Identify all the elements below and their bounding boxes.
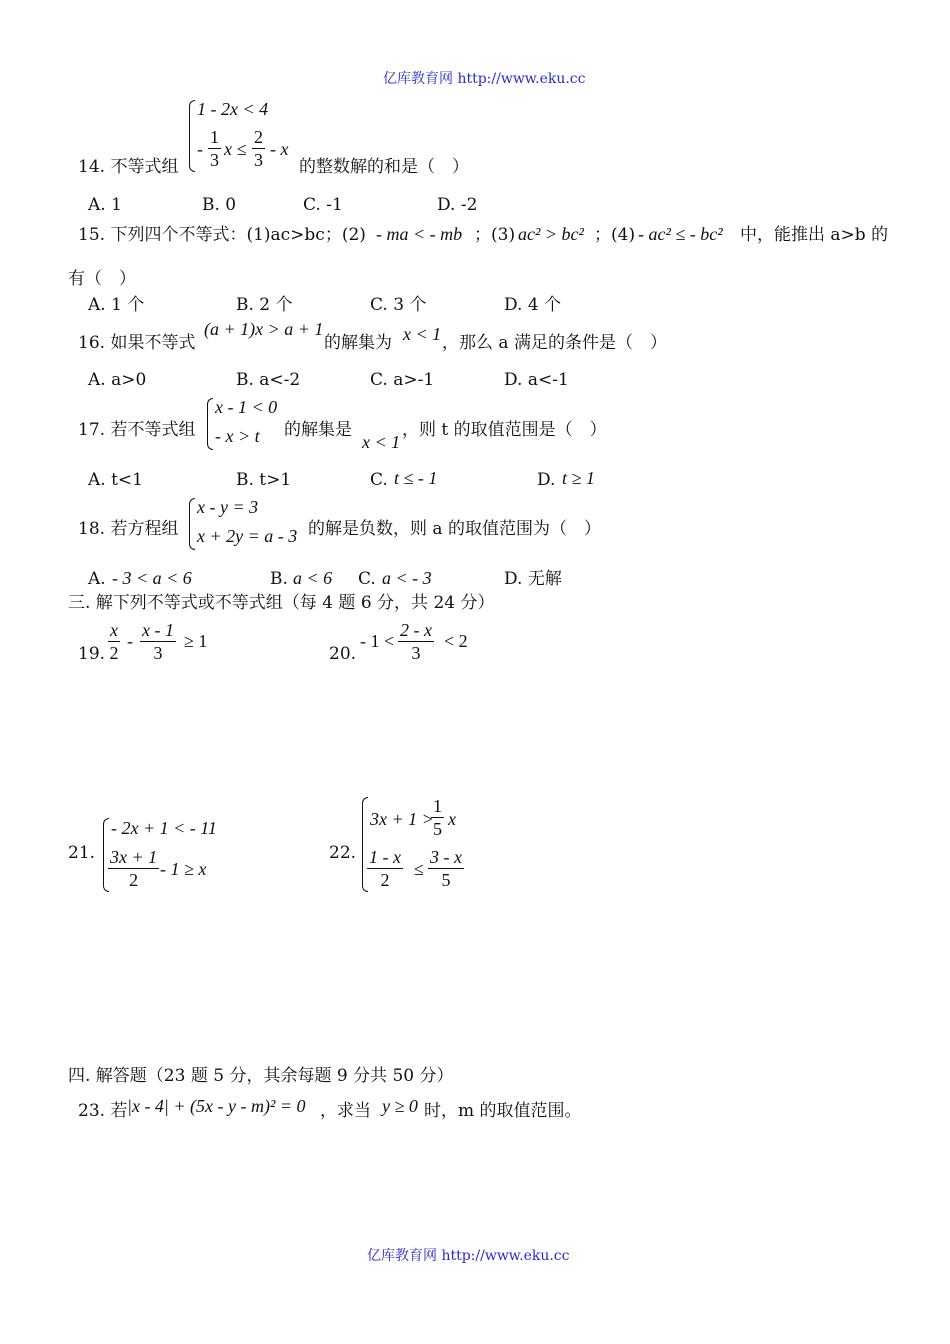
section-3-heading: 三. 解下列不等式或不等式组（每 4 题 6 分，共 24 分） bbox=[68, 593, 495, 613]
q16-option-d: D. a<-1 bbox=[504, 370, 569, 390]
q22-fraction-1: $\frac{1}{5}$ bbox=[433, 796, 442, 839]
q14-row2-minus: - bbox=[197, 139, 203, 159]
q17-row1: x - 1 < 0 bbox=[215, 397, 278, 417]
q22-relation: ≤ bbox=[414, 859, 424, 879]
q19-fraction-1: $\frac{x}{2}$ bbox=[109, 620, 119, 663]
q18-option-a: A. bbox=[88, 569, 106, 589]
q16-mid: 的解集为 bbox=[324, 333, 392, 353]
q17-option-a: A. t<1 bbox=[88, 470, 143, 490]
q21-post: - 1 ≥ x bbox=[160, 859, 207, 879]
q14-fraction-2: $\frac{2}{3}$ bbox=[254, 127, 263, 170]
q17-option-d: D. bbox=[537, 470, 556, 490]
q14-tail: 的整数解的和是（ ） bbox=[299, 157, 469, 177]
q15-option-d: D. 4 个 bbox=[504, 295, 562, 315]
q22-fraction-3: $\frac{3 - x}{5}$ bbox=[430, 847, 462, 890]
q14-option-c: C. -1 bbox=[303, 195, 343, 215]
q15-sep-3: ；(4) bbox=[594, 225, 636, 245]
q21-row1: - 2x + 1 < - 11 bbox=[111, 818, 217, 838]
q16-solution: x < 1 bbox=[403, 324, 442, 344]
q17-option-c: C. bbox=[370, 470, 388, 490]
q15-option-c: C. 3 个 bbox=[370, 295, 427, 315]
q14-row2-mid: x ≤ bbox=[224, 139, 247, 159]
q23-tail: 时，m 的取值范围。 bbox=[424, 1101, 582, 1121]
section-4-heading: 四. 解答题（23 题 5 分，其余每题 9 分共 50 分） bbox=[68, 1066, 454, 1086]
q15-expr-4: - ac² ≤ - bc² bbox=[638, 224, 723, 244]
page-footer: 亿库教育网 http://www.eku.cc bbox=[367, 1248, 570, 1264]
q17-row2: - x > t bbox=[215, 426, 260, 446]
q23-mid: ，求当 bbox=[320, 1101, 371, 1121]
q18-option-d: D. 无解 bbox=[504, 569, 562, 589]
q18-row1: x - y = 3 bbox=[197, 497, 259, 517]
q18-option-c-expr: a < - 3 bbox=[382, 568, 432, 588]
q20-pre: - 1 < bbox=[360, 631, 395, 651]
q22-row1-post: x bbox=[448, 809, 456, 829]
q18-pre: 18. 若方程组 bbox=[78, 519, 179, 539]
q16-expr: (a + 1)x > a + 1 bbox=[204, 319, 324, 339]
q15-option-b: B. 2 个 bbox=[236, 295, 293, 315]
q18-tail: 的解是负数，则 a 的取值范围为（ ） bbox=[308, 519, 601, 539]
q15-expr-2: - ma < - mb bbox=[376, 224, 463, 244]
q18-option-a-expr: - 3 < a < 6 bbox=[112, 568, 192, 588]
q21-fraction: $\frac{3x + 1}{2}$ bbox=[110, 847, 158, 890]
q17-mid: 的解集是 bbox=[284, 420, 352, 440]
q23-condition: y ≥ 0 bbox=[382, 1096, 418, 1116]
q21-number: 21. bbox=[68, 843, 96, 863]
system-brace bbox=[207, 398, 213, 450]
q18-option-b: B. bbox=[270, 569, 288, 589]
q14-fraction-1: $\frac{1}{3}$ bbox=[210, 127, 219, 170]
q17-solution: x < 1 bbox=[362, 432, 401, 452]
q18-option-b-expr: a < 6 bbox=[293, 568, 333, 588]
q16-option-b: B. a<-2 bbox=[236, 370, 301, 390]
q19-relation: ≥ 1 bbox=[184, 631, 208, 651]
q17-option-b: B. t>1 bbox=[236, 470, 292, 490]
q14-row2-post: - x bbox=[270, 139, 289, 159]
q20-fraction: $\frac{2 - x}{3}$ bbox=[400, 620, 432, 663]
system-brace bbox=[189, 498, 195, 550]
q16-pre: 16. 如果不等式 bbox=[78, 333, 196, 353]
q15-tail: 中，能推出 a>b 的 bbox=[740, 225, 889, 245]
q19-number: 19. bbox=[78, 644, 106, 664]
q17-option-c-expr: t ≤ - 1 bbox=[394, 468, 438, 488]
q15-line2: 有（ ） bbox=[68, 269, 136, 289]
q22-number: 22. bbox=[329, 843, 357, 863]
q23-expr: |x - 4| + (5x - y - m)² = 0 bbox=[127, 1096, 306, 1116]
system-brace bbox=[189, 100, 195, 172]
q22-row1-pre: 3x + 1 > bbox=[370, 809, 434, 829]
q14-option-a: A. 1 bbox=[88, 195, 122, 215]
q14-row1: 1 - 2x < 4 bbox=[197, 99, 269, 119]
page-header: 亿库教育网 http://www.eku.cc bbox=[383, 71, 586, 87]
q16-option-c: C. a>-1 bbox=[370, 370, 435, 390]
q20-number: 20. bbox=[329, 644, 357, 664]
q18-row2: x + 2y = a - 3 bbox=[197, 526, 298, 546]
q14-option-b: B. 0 bbox=[202, 195, 237, 215]
q16-option-a: A. a>0 bbox=[88, 370, 147, 390]
q15-text: 15. 下列四个不等式：(1)ac>bc；(2) bbox=[78, 225, 366, 245]
q18-option-c: C. bbox=[358, 569, 376, 589]
q19-fraction-2: $\frac{x - 1}{3}$ bbox=[142, 620, 174, 663]
q15-expr-3: ac² > bc² bbox=[518, 224, 584, 244]
q23-pre: 23. 若 bbox=[78, 1101, 128, 1121]
q17-pre: 17. 若不等式组 bbox=[78, 420, 196, 440]
q14-option-d: D. -2 bbox=[437, 195, 478, 215]
q17-option-d-expr: t ≥ 1 bbox=[562, 468, 595, 488]
q22-fraction-2: $\frac{1 - x}{2}$ bbox=[369, 847, 401, 890]
q17-tail: ，则 t 的取值范围是（ ） bbox=[402, 420, 607, 440]
q19-op: - bbox=[127, 631, 133, 651]
q15-sep-2: ；(3) bbox=[474, 225, 516, 245]
q20-post: < 2 bbox=[444, 631, 468, 651]
q14-number: 14. 不等式组 bbox=[78, 157, 179, 177]
q16-tail: ，那么 a 满足的条件是（ ） bbox=[442, 333, 667, 353]
q15-option-a: A. 1 个 bbox=[88, 295, 145, 315]
